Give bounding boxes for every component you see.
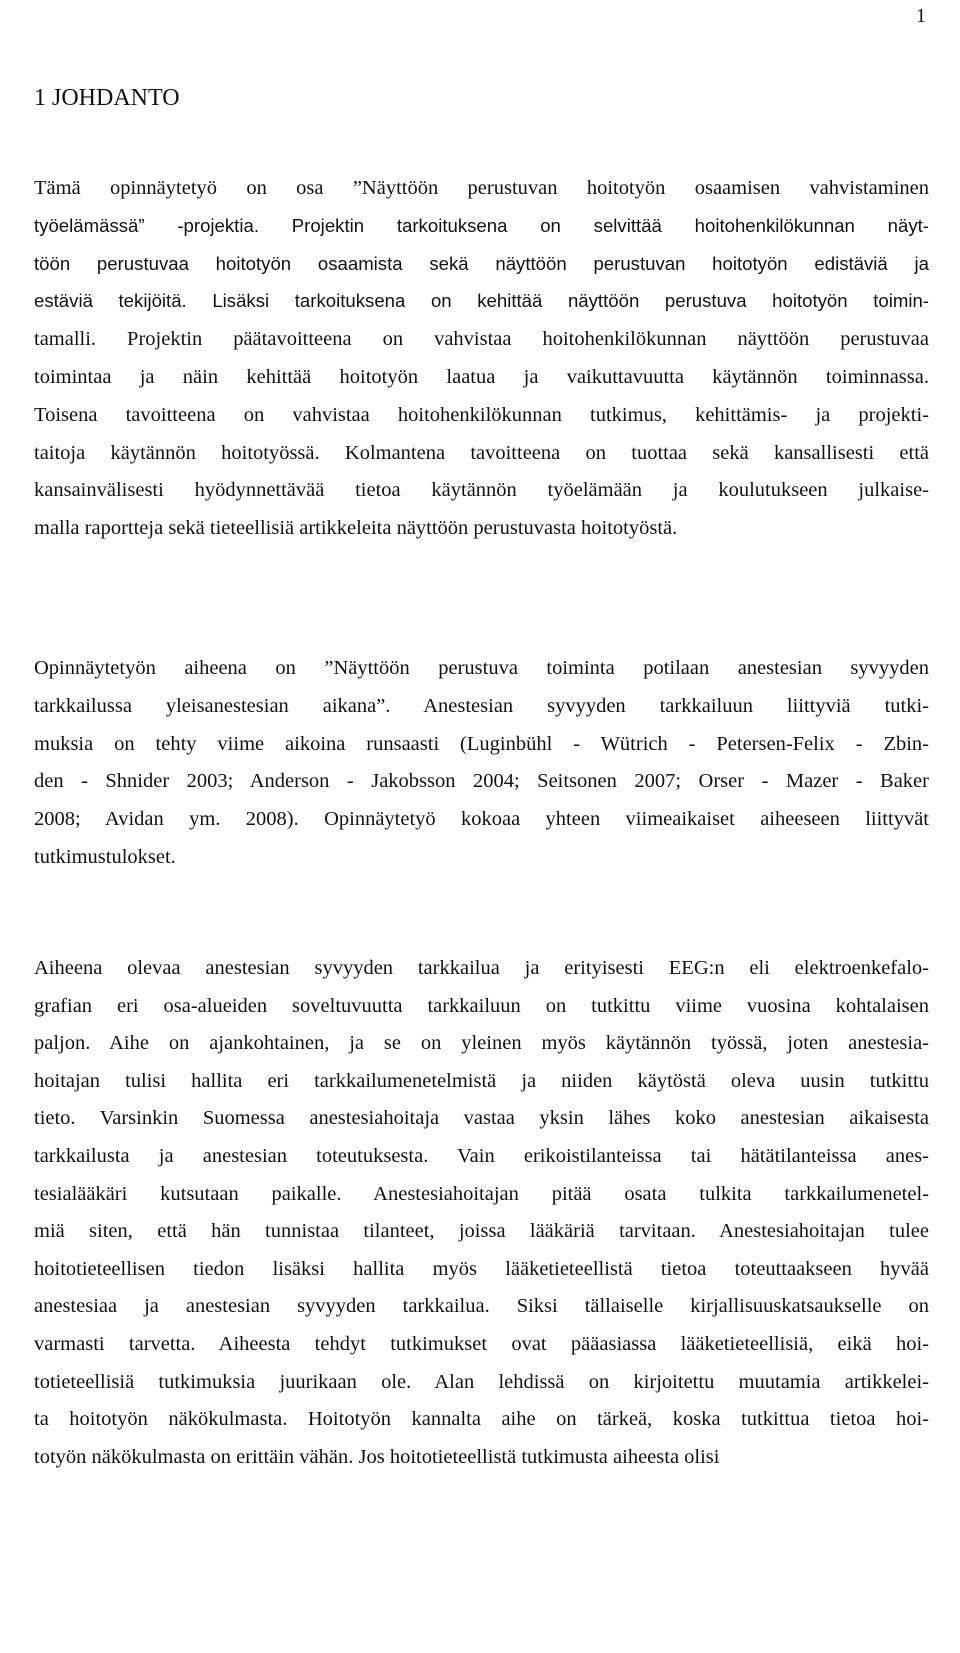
text-line: miä siten, että hän tunnistaa tilanteet, joissa lääkäriä tarvitaan. Anestesiahoitajan tulee	[34, 1220, 929, 1243]
page-number: 1	[916, 5, 926, 27]
text-line: tutkimustulokset.	[34, 846, 176, 868]
text-line: hoitotieteellisen tiedon lisäksi hallita myös lääketieteellistä tietoa toteuttaakseen hyvää	[34, 1257, 929, 1280]
text-line: totyön näkökulmasta on erittäin vähän. Jos hoitotieteellistä tutkimusta aiheesta olisi	[34, 1445, 720, 1468]
text-line: tarkkailussa yleisanestesian aikana”. Anestesian syvyyden tarkkailuun liittyviä tutki-	[34, 694, 929, 717]
text-line: kansainvälisesti hyödynnettävää tietoa käytännön työelämään ja koulutukseen julkaise-	[34, 479, 929, 502]
text-line: taitoja käytännön hoitotyössä. Kolmantena tavoitteena on tuottaa sekä kansallisesti että	[34, 441, 929, 464]
text-line: Tämä opinnäytetyö on osa ”Näyttöön perustuvan hoitotyön osaamisen vahvistaminen	[34, 177, 929, 199]
text-line: tamalli. Projektin päätavoitteena on vahvistaa hoitohenkilökunnan näyttöön perustuvaa	[34, 328, 929, 351]
text-line: tesialääkäri kutsutaan paikalle. Anestesiahoitajan pitää osata tulkita tarkkailumenetel-	[34, 1182, 929, 1205]
text-line: tieto. Varsinkin Suomessa anestesiahoitaja vastaa yksin lähes koko anestesian aikaisesta	[34, 1107, 929, 1130]
text-line: den - Shnider 2003; Anderson - Jakobsson 2004; Seitsonen 2007; Orser - Mazer - Baker	[34, 770, 929, 793]
text-line: Opinnäytetyön aiheena on ”Näyttöön perustuva toiminta potilaan anestesian syvyyden	[34, 657, 929, 679]
text-line: malla raportteja sekä tieteellisiä artikkeleita näyttöön perustuvasta hoitotyöstä.	[34, 517, 678, 540]
text-line: Toisena tavoitteena on vahvistaa hoitohenkilökunnan tutkimus, kehittämis- ja projekti-	[34, 403, 929, 426]
text-line: tarkkailusta ja anestesian toteutuksesta. Vain erikoistilanteissa tai hätätilanteissa anes-	[34, 1145, 929, 1167]
text-line: estäviä tekijöitä. Lisäksi tarkoituksena on kehittää näyttöön perustuva hoitotyön toimin-	[34, 290, 929, 312]
text-line: Aiheena olevaa anestesian syvyyden tarkkailua ja erityisesti EEG:n eli elektroenkefalo-	[34, 957, 929, 979]
text-line: varmasti tarvetta. Aiheesta tehdyt tutkimukset ovat pääasiassa lääketieteellisiä, eikä hoi-	[34, 1333, 929, 1355]
text-line: paljon. Aihe on ajankohtainen, ja se on yleinen myös käytännön työssä, joten anestesia-	[34, 1032, 929, 1055]
text-line: ta hoitotyön näkökulmasta. Hoitotyön kannalta aihe on tärkeä, koska tutkittua tietoa hoi-	[34, 1408, 929, 1431]
text-line: työelämässä” -projektia. Projektin tarkoituksena on selvittää hoitohenkilökunnan näyt-	[34, 214, 929, 236]
text-line: anestesiaa ja anestesian syvyyden tarkkailua. Siksi tällaiselle kirjallisuuskatsaukselle on	[34, 1295, 929, 1318]
section-heading: 1 JOHDANTO	[34, 85, 180, 111]
text-line: toimintaa ja näin kehittää hoitotyön laatua ja vaikuttavuutta käytännön toiminnassa.	[34, 366, 929, 388]
text-line: töön perustuvaa hoitotyön osaamista sekä näyttöön perustuvan hoitotyön edistäviä ja	[34, 252, 929, 274]
text-line: totieteellisiä tutkimuksia juurikaan ole. Alan lehdissä on kirjoitettu muutamia artikkelei-	[34, 1370, 929, 1393]
text-line: muksia on tehty viime aikoina runsaasti (Luginbühl - Wütrich - Petersen-Felix - Zbin-	[34, 732, 929, 755]
text-line: 2008; Avidan ym. 2008). Opinnäytetyö kokoaa yhteen viimeaikaiset aiheeseen liittyvät	[34, 808, 929, 831]
text-line: hoitajan tulisi hallita eri tarkkailumenetelmistä ja niiden käytöstä oleva uusin tutkittu	[34, 1069, 929, 1092]
text-line: grafian eri osa-alueiden soveltuvuutta tarkkailuun on tutkittu viime vuosina kohtalaisen	[34, 994, 929, 1017]
